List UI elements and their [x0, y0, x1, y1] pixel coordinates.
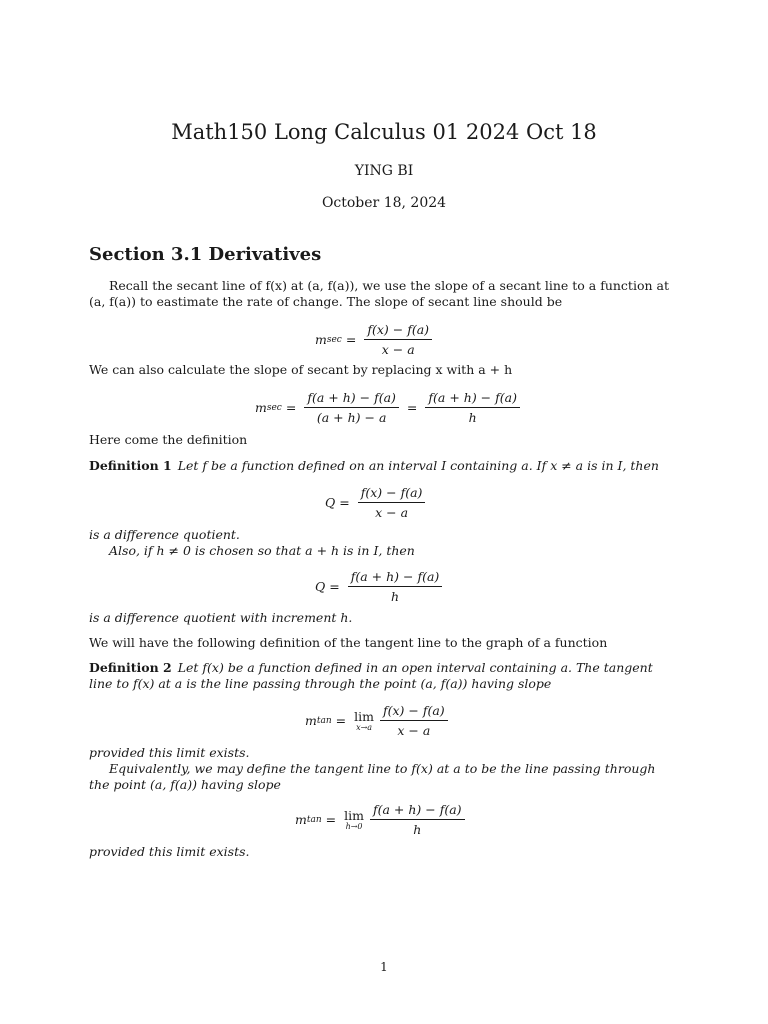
equation-tangent-slope-h — [295, 802, 469, 837]
numerator: f(a + h) − f(a) — [370, 802, 465, 820]
eq-lhs: Q — [315, 579, 326, 594]
denominator: h — [390, 589, 400, 604]
equation-difference-quotient — [325, 485, 429, 520]
equation-secant-slope-h — [255, 390, 524, 425]
definition-label: Definition 2 — [89, 660, 172, 675]
fraction — [380, 703, 448, 738]
eq-lhs-subscript: tan — [306, 814, 322, 825]
denominator: x − a — [397, 723, 431, 738]
definition-1-closing: is a difference quotient with increment h. — [89, 610, 353, 625]
numerator: f(x) − f(a) — [380, 703, 448, 721]
definition-2-closing: provided this limit exists. — [89, 844, 250, 859]
fraction — [425, 390, 520, 425]
definition-2-equivalent: Equivalently, we may define the tangent line to f(x) at a to be the line passing through the point (a, f(a)) having slope — [89, 761, 656, 792]
definition-2-after: provided this limit exists. — [89, 745, 250, 760]
eq-lhs-subscript: tan — [316, 715, 332, 726]
equals-sign: = — [325, 812, 337, 827]
fraction — [364, 322, 432, 357]
limit-subscript: h→0 — [345, 822, 363, 831]
section-heading: Section 3.1 Derivatives — [89, 244, 322, 265]
limit-operator — [344, 808, 364, 831]
definition-1-after: is a difference quotient. — [89, 527, 240, 542]
fraction — [348, 569, 443, 604]
limit-word: lim — [354, 709, 374, 724]
numerator: f(a + h) − f(a) — [304, 390, 399, 408]
page-number: 1 — [380, 960, 388, 974]
definition-text: Let f be a function defined on an interval I containing a. If x ≠ a is in I, then — [177, 458, 659, 473]
eq-lhs: m — [305, 713, 317, 728]
equals-sign: = — [406, 400, 418, 415]
definition-text: Let f(x) be a function defined in an open interval containing a. The tangent line to f(x) at a is the line passing through the point (a, f(a)) having slope — [89, 660, 653, 691]
document-date: October 18, 2024 — [321, 195, 447, 211]
limit-word: lim — [344, 808, 364, 823]
paragraph-definition-lead: Here come the definition — [89, 432, 248, 447]
paragraph-secant-intro: Recall the secant line of f(x) at (a, f(a)), we use the slope of a secant line to a function at (a, f(a)) to eastimate the rate of change. The slope of secant line should be — [89, 278, 669, 309]
document-title: Math150 Long Calculus 01 2024 Oct 18 — [171, 120, 597, 144]
equation-secant-slope — [315, 322, 436, 357]
paragraph-replace-x: We can also calculate the slope of secant by replacing x with a + h — [89, 362, 513, 377]
denominator: h — [413, 822, 422, 837]
limit-operator — [354, 709, 374, 732]
eq-lhs: m — [295, 812, 307, 827]
equation-difference-quotient-h — [315, 569, 446, 604]
definition-1 — [89, 458, 679, 474]
numerator: f(a + h) − f(a) — [425, 390, 520, 408]
equals-sign: = — [339, 495, 350, 510]
numerator: f(x) − f(a) — [364, 322, 432, 340]
numerator: f(x) − f(a) — [358, 485, 426, 503]
denominator: h — [468, 410, 477, 425]
document-author: YING BI — [354, 163, 414, 179]
equals-sign: = — [285, 400, 297, 415]
definition-label: Definition 1 — [89, 458, 172, 473]
fraction — [370, 802, 465, 837]
eq-lhs: m — [315, 332, 327, 347]
eq-lhs-subscript: sec — [326, 334, 342, 345]
limit-subscript: x→a — [356, 723, 373, 732]
denominator: x − a — [375, 505, 409, 520]
definition-2 — [89, 660, 679, 692]
fraction — [358, 485, 426, 520]
denominator: x − a — [381, 342, 415, 357]
equals-sign: = — [329, 579, 340, 594]
eq-lhs: Q — [325, 495, 336, 510]
definition-1-increment: Also, if h ≠ 0 is chosen so that a + h is in I, then — [109, 543, 415, 558]
equals-sign: = — [335, 713, 347, 728]
numerator: f(a + h) − f(a) — [348, 569, 443, 587]
equation-tangent-slope — [305, 703, 452, 738]
eq-lhs: m — [255, 400, 267, 415]
paragraph-tangent-lead: We will have the following definition of the tangent line to the graph of a function — [89, 635, 608, 650]
equals-sign: = — [345, 332, 357, 347]
eq-lhs-subscript: sec — [266, 402, 282, 413]
fraction — [304, 390, 399, 425]
denominator: (a + h) − a — [316, 410, 387, 425]
